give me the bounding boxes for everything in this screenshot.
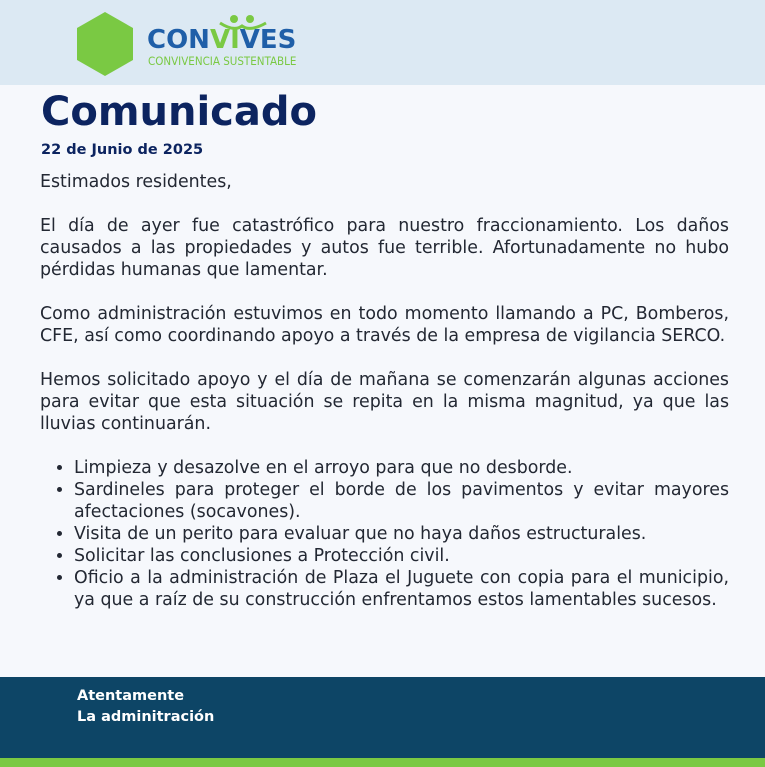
list-item: • Visita de un perito para evaluar que no haya daños estructurales. xyxy=(74,523,729,545)
logo-hexagon-icon xyxy=(77,12,133,76)
list-item: • Limpieza y desazolve en el arroyo para que no desborde. xyxy=(74,457,729,479)
list-item: • Sardineles para proteger el borde de los pavimentos y evitar mayores afectaciones (socavones). xyxy=(74,479,729,523)
date: 22 de Junio de 2025 xyxy=(41,142,204,158)
paragraph-1: El día de ayer fue catastrófico para nuestro fraccionamiento. Los daños causados a las propiedades y autos fue terrible. Afortunadamente no hubo pérdidas humanas que lamentar. xyxy=(40,216,729,280)
list-item: • Oficio a la administración de Plaza el Juguete con copia para el municipio, ya que a raíz de su construcción enfrentamos estos lamentables sucesos. xyxy=(74,567,729,611)
closing: Atentamente xyxy=(77,688,185,704)
actions-list xyxy=(40,457,729,611)
logo-word-vi: VI xyxy=(209,25,240,55)
greeting: Estimados residentes, xyxy=(40,172,232,192)
letter-body xyxy=(40,171,729,611)
paragraph-2: Como administración estuvimos en todo momento llamando a PC, Bomberos, CFE, así como coordinando apoyo a través de la empresa de vigilancia SERCO. xyxy=(40,304,729,346)
logo-tagline: CONVIVENCIA SUSTENTABLE xyxy=(148,54,297,68)
bottom-accent-strip xyxy=(0,758,765,767)
signature: La adminitración xyxy=(77,709,215,725)
paragraph-3: Hemos solicitado apoyo y el día de mañana se comenzarán algunas acciones para evitar que esta situación se repita en la misma magnitud, ya que las lluvias continuarán. xyxy=(40,370,729,434)
logo-word-con: CON xyxy=(147,25,210,55)
list-item: • Solicitar las conclusiones a Protección civil. xyxy=(74,545,729,567)
page-title: Comunicado xyxy=(41,89,317,135)
logo-word-ves: VES xyxy=(239,25,297,55)
logo-wordmark xyxy=(147,27,296,53)
